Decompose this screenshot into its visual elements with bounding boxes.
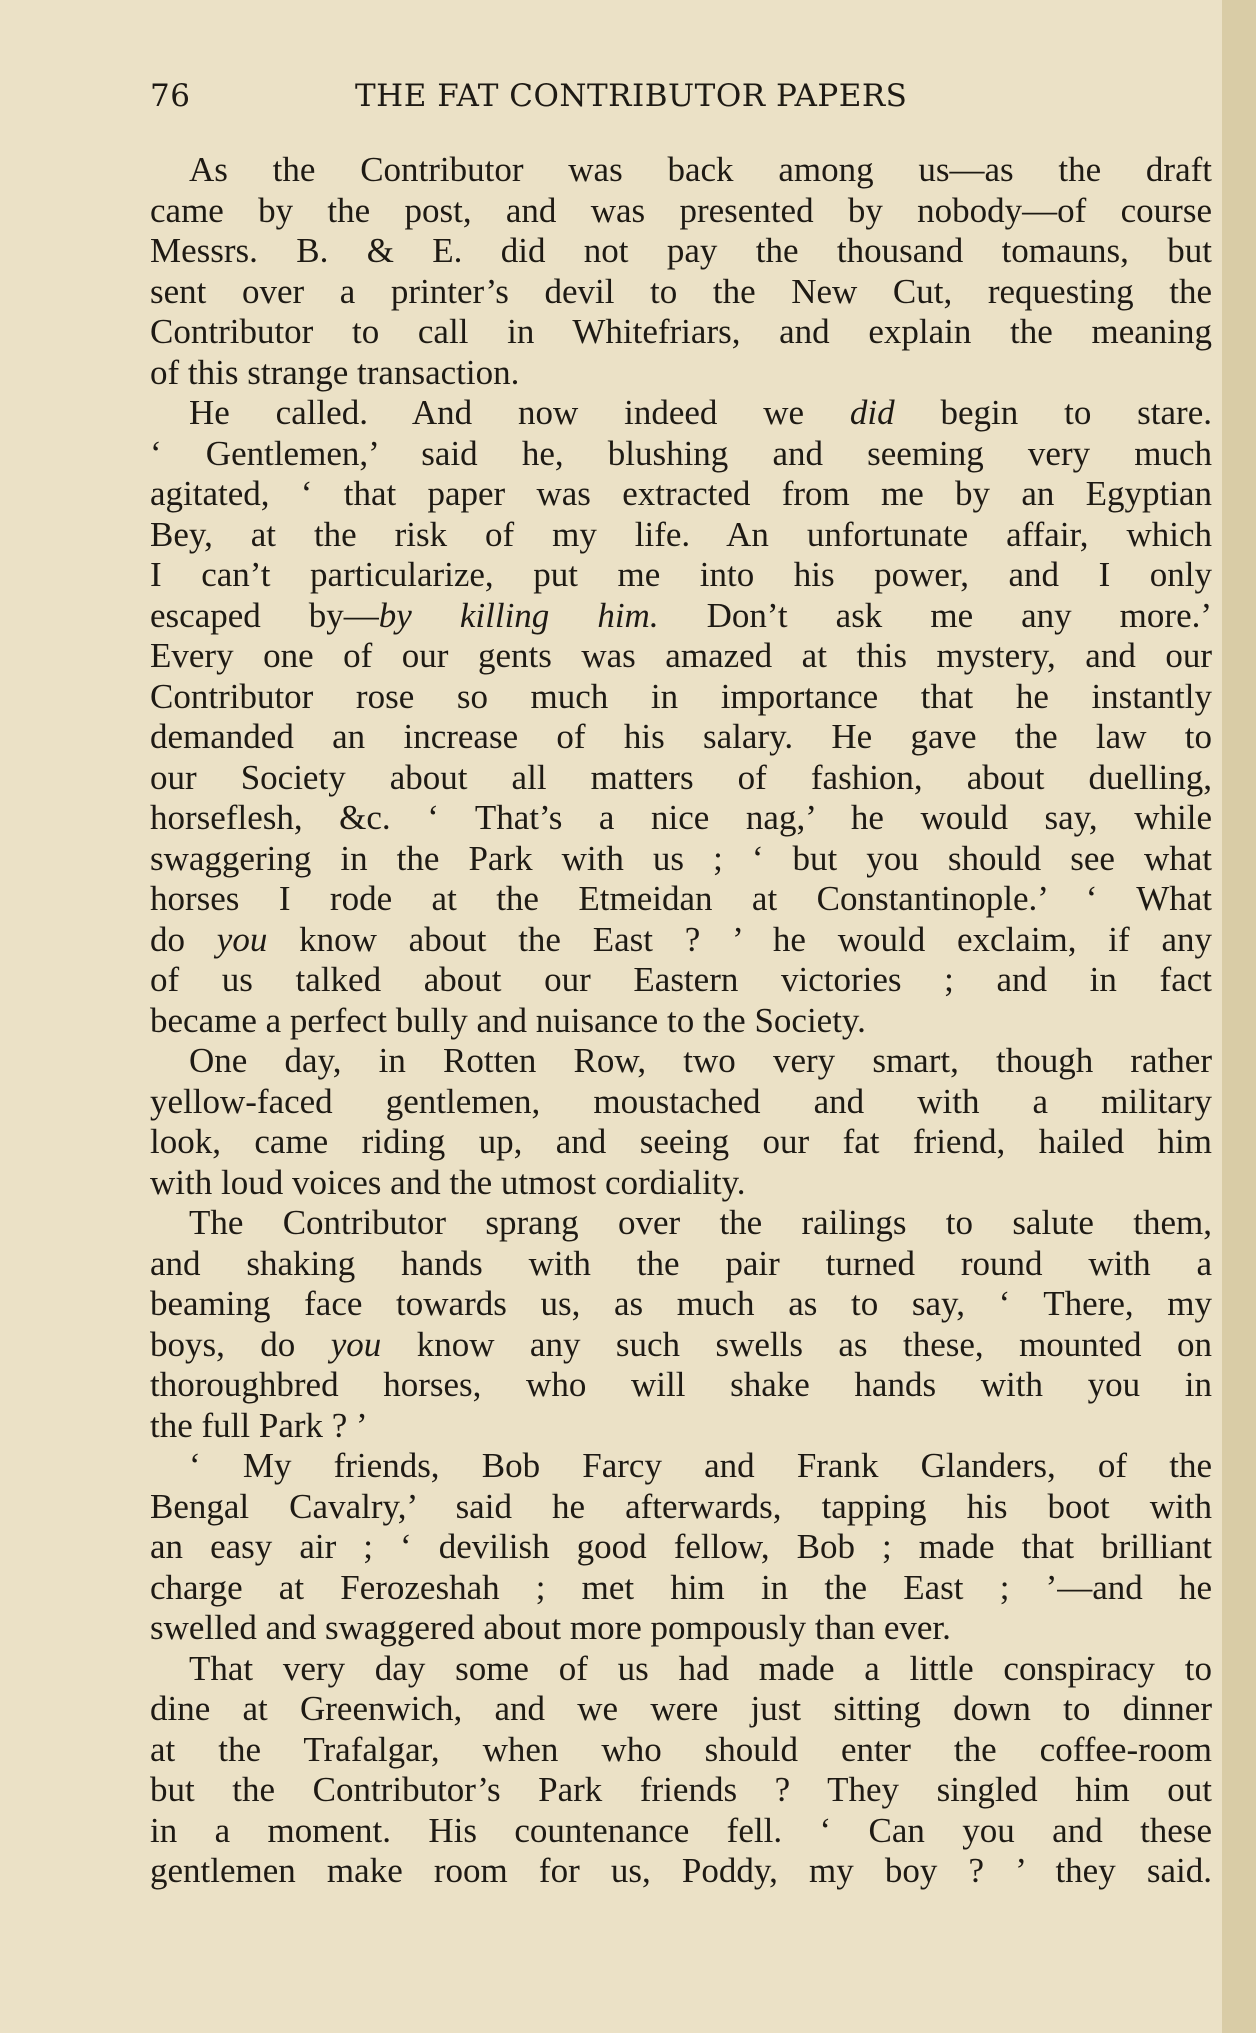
text-line bbox=[150, 393, 1212, 434]
text-line: swelled and swaggered about more pompously than ever. bbox=[150, 1608, 951, 1647]
text-line bbox=[150, 596, 1212, 637]
text-line: look, came riding up, and seeing our fat friend, hailed him bbox=[150, 1122, 1212, 1161]
text-line: Bey, at the risk of my life. An unfortunate affair, which bbox=[150, 514, 1212, 554]
text-segment: He called. And now indeed we bbox=[189, 393, 850, 432]
text-segment: begin to stare. bbox=[894, 393, 1212, 432]
text-segment: know any such swells as these, mounted on bbox=[381, 1324, 1212, 1364]
text-line: I can’t particularize, put me into his power, and I only bbox=[150, 555, 1212, 594]
text-line: of this strange transaction. bbox=[150, 352, 520, 392]
text-line: sent over a printer’s devil to the New Cut, requesting the bbox=[150, 271, 1212, 311]
body-text bbox=[150, 150, 1212, 1892]
text-segment: Don’t ask me any more.’ bbox=[658, 595, 1213, 635]
emphasis-text: you bbox=[330, 1324, 382, 1364]
text-line: the full Park ? ’ bbox=[150, 1405, 368, 1445]
text-segment: do bbox=[150, 919, 217, 959]
text-line: gentlemen make room for us, Poddy, my boy ? ’ they said. bbox=[150, 1851, 1212, 1890]
text-line: ‘ My friends, Bob Farcy and Frank Glanders, of the bbox=[189, 1446, 1212, 1485]
text-line: agitated, ‘ that paper was extracted from me by an Egyptian bbox=[150, 474, 1212, 513]
text-line bbox=[150, 1325, 1212, 1366]
text-line: dine at Greenwich, and we were just sitting down to dinner bbox=[150, 1689, 1212, 1728]
text-line: at the Trafalgar, when who should enter the coffee-room bbox=[150, 1729, 1212, 1769]
emphasis-text: by killing him. bbox=[378, 595, 659, 635]
text-line: Messrs. B. & E. did not pay the thousand tomauns, but bbox=[150, 231, 1212, 270]
text-line: thoroughbred horses, who will shake hands with you in bbox=[150, 1365, 1212, 1404]
emphasis-text: you bbox=[216, 919, 268, 959]
text-line: came by the post, and was presented by nobody—of course bbox=[150, 190, 1212, 230]
text-line: demanded an increase of his salary. He gave the law to bbox=[150, 717, 1212, 756]
text-line: of us talked about our Eastern victories ; and in fact bbox=[150, 960, 1212, 999]
text-line: Bengal Cavalry,’ said he afterwards, tapping his boot with bbox=[150, 1486, 1212, 1526]
text-line: with loud voices and the utmost cordiality. bbox=[150, 1162, 746, 1202]
emphasis-text: did bbox=[849, 393, 895, 432]
page-number: 76 bbox=[150, 78, 191, 114]
text-line: but the Contributor’s Park friends ? They singled him out bbox=[150, 1770, 1212, 1809]
running-header bbox=[150, 74, 1000, 118]
text-line: an easy air ; ‘ devilish good fellow, Bob ; made that brilliant bbox=[150, 1527, 1212, 1566]
running-title: THE FAT CONTRIBUTOR PAPERS bbox=[355, 78, 908, 114]
text-line: Contributor to call in Whitefriars, and explain the meaning bbox=[150, 312, 1212, 351]
text-line: That very day some of us had made a little conspiracy to bbox=[189, 1648, 1212, 1688]
text-segment: boys, do bbox=[150, 1324, 331, 1364]
text-line: horses I rode at the Etmeidan at Constantinople.’ ‘ What bbox=[150, 879, 1212, 918]
text-line: became a perfect bully and nuisance to the Society. bbox=[150, 1000, 866, 1040]
text-line: The Contributor sprang over the railings to salute them, bbox=[189, 1203, 1212, 1242]
text-line: Contributor rose so much in importance that he instantly bbox=[150, 676, 1212, 716]
page-gutter-shadow bbox=[1222, 0, 1256, 2033]
text-line: As the Contributor was back among us—as the draft bbox=[189, 150, 1212, 189]
text-line: in a moment. His countenance fell. ‘ Can you and these bbox=[150, 1810, 1212, 1850]
text-line: and shaking hands with the pair turned round with a bbox=[150, 1243, 1212, 1283]
text-line bbox=[150, 920, 1212, 961]
text-line: our Society about all matters of fashion, about duelling, bbox=[150, 757, 1212, 797]
text-line: charge at Ferozeshah ; met him in the East ; ’—and he bbox=[150, 1567, 1212, 1607]
text-line: yellow-faced gentlemen, moustached and with a military bbox=[150, 1081, 1212, 1121]
text-line: beaming face towards us, as much as to say, ‘ There, my bbox=[150, 1284, 1212, 1323]
text-line: swaggering in the Park with us ; ‘ but you should see what bbox=[150, 838, 1212, 878]
text-line: Every one of our gents was amazed at this mystery, and our bbox=[150, 636, 1212, 675]
text-segment: know about the East ? ’ he would exclaim, if any bbox=[267, 919, 1212, 959]
text-line: ‘ Gentlemen,’ said he, blushing and seeming very much bbox=[150, 433, 1212, 473]
text-line: One day, in Rotten Row, two very smart, though rather bbox=[189, 1041, 1212, 1080]
text-line: horseflesh, &c. ‘ That’s a nice nag,’ he would say, while bbox=[150, 798, 1212, 837]
text-segment: escaped by— bbox=[150, 595, 379, 635]
